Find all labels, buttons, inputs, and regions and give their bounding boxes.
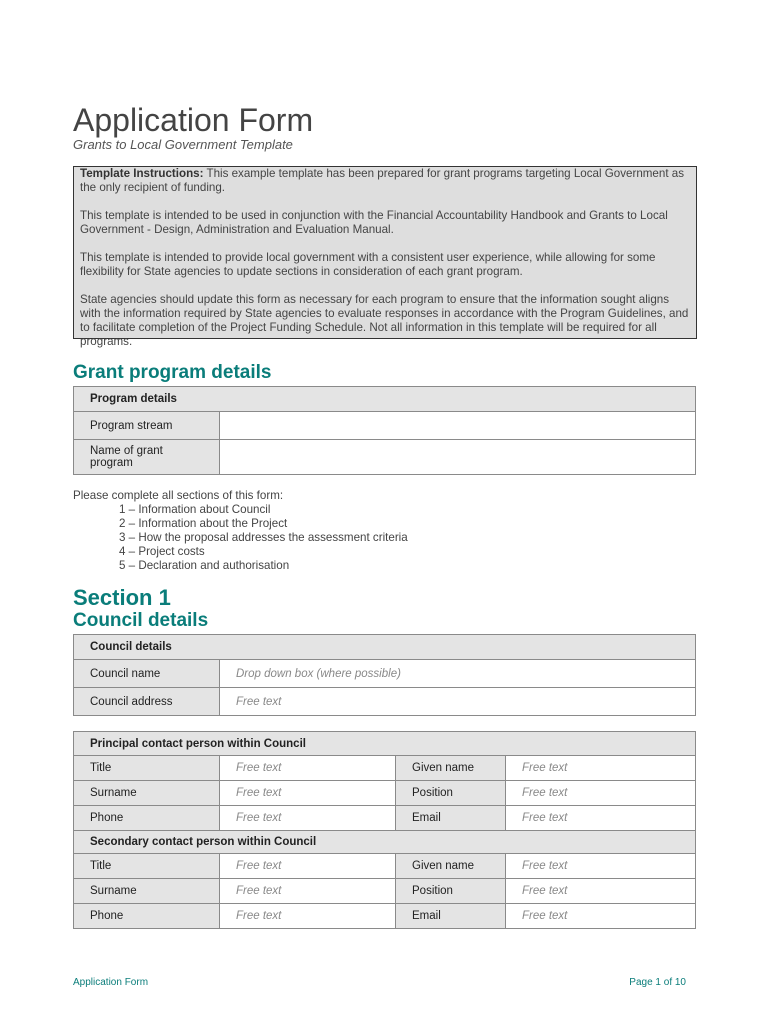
template-instructions-box bbox=[73, 166, 697, 348]
council-name-label: Council name bbox=[74, 660, 220, 688]
principal-position-label: Position bbox=[396, 781, 506, 806]
council-details-table bbox=[73, 634, 696, 716]
secondary-position-field[interactable]: Free text bbox=[506, 879, 696, 904]
program-stream-label: Program stream bbox=[74, 412, 220, 440]
list-item: 4 – Project costs bbox=[119, 545, 205, 558]
instructions-paragraph-1 bbox=[80, 167, 690, 195]
council-name-field[interactable]: Drop down box (where possible) bbox=[220, 660, 696, 688]
principal-email-label: Email bbox=[396, 806, 506, 831]
secondary-email-field[interactable]: Free text bbox=[506, 904, 696, 929]
list-item: 1 – Information about Council bbox=[119, 503, 271, 516]
secondary-surname-label: Surname bbox=[74, 879, 220, 904]
program-details-table bbox=[73, 386, 696, 475]
council-details-header: Council details bbox=[74, 635, 696, 660]
principal-email-field[interactable]: Free text bbox=[506, 806, 696, 831]
footer-page-number: Page 1 of 10 bbox=[629, 977, 686, 988]
list-item: 2 – Information about the Project bbox=[119, 517, 288, 530]
secondary-email-label: Email bbox=[396, 904, 506, 929]
instructions-paragraph-4: State agencies should update this form as necessary for each program to ensure that the information sought aligns with the information required by State agencies to evaluate responses in accordance with the Program Guidelines, and to facilitate completion of the Project Funding Schedule. Not all information in this template will be required for all programs. bbox=[80, 293, 689, 348]
council-address-label: Council address bbox=[74, 688, 220, 716]
secondary-phone-field[interactable]: Free text bbox=[220, 904, 396, 929]
sections-list bbox=[73, 503, 408, 573]
list-item: 5 – Declaration and authorisation bbox=[119, 559, 290, 572]
principal-given-name-label: Given name bbox=[396, 756, 506, 781]
secondary-title-label: Title bbox=[74, 854, 220, 879]
grant-program-name-label: Name of grant program bbox=[74, 440, 220, 475]
secondary-surname-field[interactable]: Free text bbox=[220, 879, 396, 904]
program-stream-field[interactable] bbox=[220, 412, 696, 440]
page-title: Application Form bbox=[73, 102, 314, 138]
principal-contact-header: Principal contact person within Council bbox=[74, 732, 696, 756]
principal-given-name-field[interactable]: Free text bbox=[506, 756, 696, 781]
principal-phone-label: Phone bbox=[74, 806, 220, 831]
principal-title-label: Title bbox=[74, 756, 220, 781]
principal-title-field[interactable]: Free text bbox=[220, 756, 396, 781]
list-item: 3 – How the proposal addresses the assessment criteria bbox=[119, 531, 408, 544]
instructions-text-1: This example template has been prepared for grant programs targeting Local Government as the only recipient of funding. bbox=[80, 167, 685, 194]
secondary-given-name-label: Given name bbox=[396, 854, 506, 879]
contact-persons-table bbox=[73, 731, 696, 929]
grant-program-name-field[interactable] bbox=[220, 440, 696, 475]
secondary-contact-header: Secondary contact person within Council bbox=[74, 831, 696, 854]
secondary-phone-label: Phone bbox=[74, 904, 220, 929]
council-address-field[interactable]: Free text bbox=[220, 688, 696, 716]
program-details-header: Program details bbox=[74, 387, 696, 412]
grant-program-heading: Grant program details bbox=[73, 362, 272, 383]
principal-phone-field[interactable]: Free text bbox=[220, 806, 396, 831]
secondary-given-name-field[interactable]: Free text bbox=[506, 854, 696, 879]
principal-position-field[interactable]: Free text bbox=[506, 781, 696, 806]
section-1-heading: Section 1 bbox=[73, 585, 171, 610]
principal-surname-label: Surname bbox=[74, 781, 220, 806]
instructions-paragraph-2: This template is intended to be used in conjunction with the Financial Accountability Handbook and Grants to Local Government - Design, Administration and Evaluation Manual. bbox=[80, 209, 668, 236]
page-subtitle: Grants to Local Government Template bbox=[73, 137, 293, 152]
secondary-position-label: Position bbox=[396, 879, 506, 904]
sections-intro-text: Please complete all sections of this form: bbox=[73, 489, 284, 502]
instructions-lead: Template Instructions: bbox=[80, 167, 204, 180]
footer-document-name: Application Form bbox=[73, 977, 149, 988]
secondary-title-field[interactable]: Free text bbox=[220, 854, 396, 879]
council-details-heading: Council details bbox=[73, 610, 209, 631]
instructions-paragraph-3: This template is intended to provide local government with a consistent user experience, while allowing for some flexibility for State agencies to update sections in consideration of each grant program. bbox=[80, 251, 656, 278]
sections-intro bbox=[73, 489, 408, 573]
principal-surname-field[interactable]: Free text bbox=[220, 781, 396, 806]
